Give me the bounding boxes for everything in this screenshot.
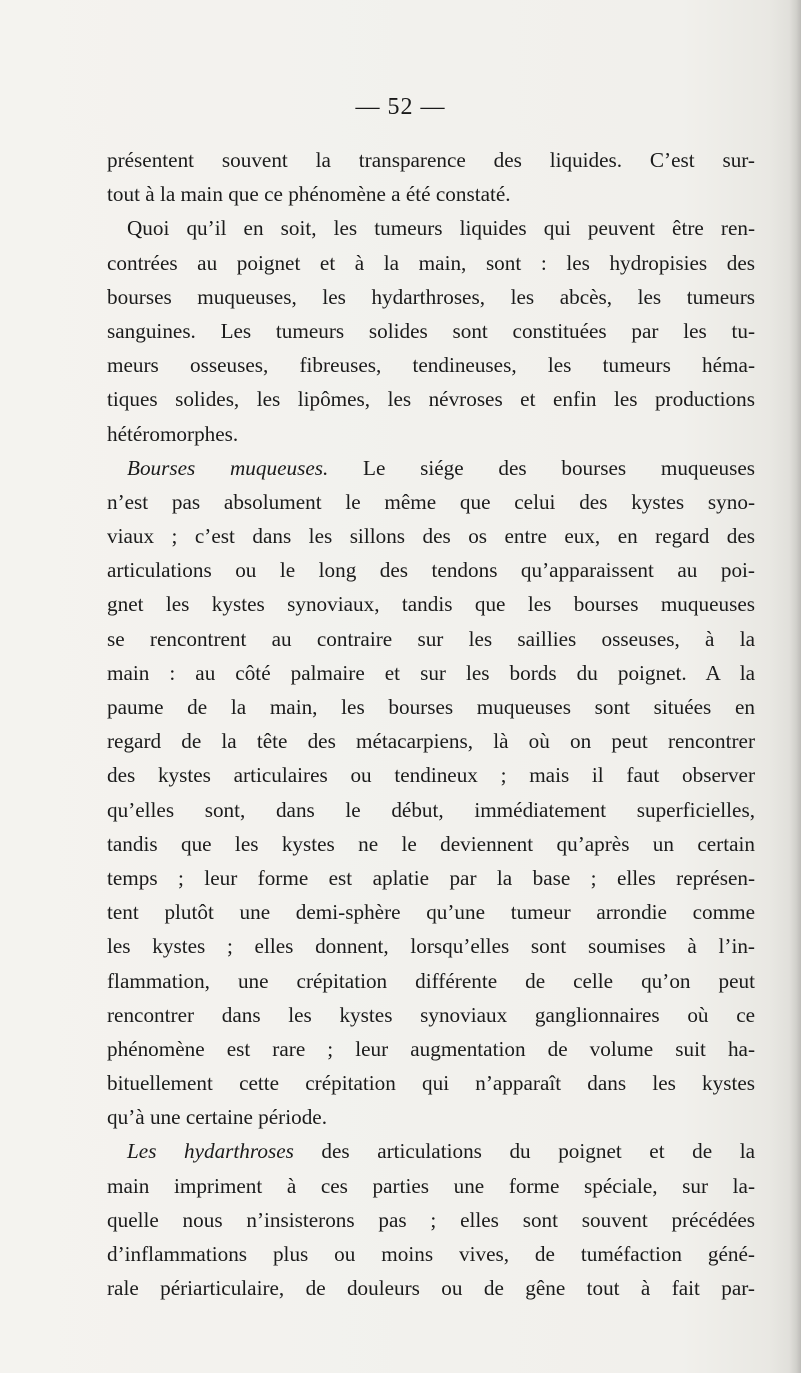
text-line: quelle nous n’insisterons pas ; elles sont souvent précédées — [107, 1207, 755, 1232]
text-line: présentent souvent la transparence des liquides. C’est sur- — [107, 148, 755, 172]
text-line: rencontrer dans les kystes synoviaux ganglionnaires où ce — [107, 1002, 755, 1027]
text-line: qu’à une certaine période. — [107, 1105, 327, 1130]
section-heading-line — [107, 451, 755, 485]
text-line: contrées au poignet et à la main, sont : les hydropisies des — [107, 250, 755, 275]
text-line: bourses muqueuses, les hydarthroses, les abcès, les tumeurs — [107, 284, 755, 309]
text-line: paume de la main, les bourses muqueuses sont situées en — [107, 695, 755, 719]
text-line: tent plutôt une demi-sphère qu’une tumeur arrondie comme — [107, 900, 755, 925]
text-line: tiques solides, les lipômes, les névroses et enfin les productions — [107, 387, 755, 412]
section-heading: Bourses muqueuses. — [127, 455, 329, 480]
body-text — [107, 143, 755, 1305]
text-line: les kystes ; elles donnent, lorsqu’elles sont soumises à l’in- — [107, 934, 755, 959]
text-line: d’inflammations plus ou moins vives, de tuméfaction géné- — [107, 1242, 755, 1266]
text-line: main impriment à ces parties une forme spéciale, sur la- — [107, 1173, 755, 1198]
text-line: hétéromorphes. — [107, 421, 239, 446]
text-line: n’est pas absolument le même que celui des kystes syno- — [107, 489, 755, 514]
section-heading-line — [107, 1134, 755, 1168]
text-line: temps ; leur forme est aplatie par la base ; elles représen- — [107, 865, 755, 890]
page-edge-shadow — [789, 0, 801, 1373]
text-line: articulations ou le long des tendons qu’apparaissent au poi- — [107, 558, 755, 583]
text-line: Quoi qu’il en soit, les tumeurs liquides qui peuvent être ren- — [127, 216, 755, 241]
text-line: qu’elles sont, dans le début, immédiatement superficielles, — [107, 797, 755, 822]
text-run: Le siége des bourses muqueuses — [328, 455, 755, 480]
text-line: gnet les kystes synoviaux, tandis que les bourses muqueuses — [107, 592, 755, 617]
text-line: des kystes articulaires ou tendineux ; mais il faut observer — [107, 763, 755, 788]
section-heading: Les hydarthroses — [127, 1139, 294, 1164]
page-number: — 52 — — [355, 94, 446, 120]
text-line: bituellement cette crépitation qui n’apparaît dans les kystes — [107, 1071, 755, 1096]
text-line: tandis que les kystes ne le deviennent qu’après un certain — [107, 831, 755, 856]
text-line: main : au côté palmaire et sur les bords du poignet. A la — [107, 660, 755, 685]
text-line: se rencontrent au contraire sur les saillies osseuses, à la — [107, 626, 755, 651]
text-run: des articulations du poignet et de la — [293, 1139, 755, 1164]
text-line: regard de la tête des métacarpiens, là où on peut rencontrer — [107, 729, 755, 754]
text-line: flammation, une crépitation différente de celle qu’on peut — [107, 968, 755, 993]
text-line: sanguines. Les tumeurs solides sont constituées par les tu- — [107, 318, 755, 343]
text-line: tout à la main que ce phénomène a été constaté. — [107, 182, 511, 207]
text-line: meurs osseuses, fibreuses, tendineuses, les tumeurs héma- — [107, 353, 755, 378]
text-line: viaux ; c’est dans les sillons des os entre eux, en regard des — [107, 524, 755, 549]
text-line: rale périarticulaire, de douleurs ou de gêne tout à fait par- — [107, 1276, 755, 1301]
text-line: phénomène est rare ; leur augmentation de volume suit ha- — [107, 1036, 755, 1061]
